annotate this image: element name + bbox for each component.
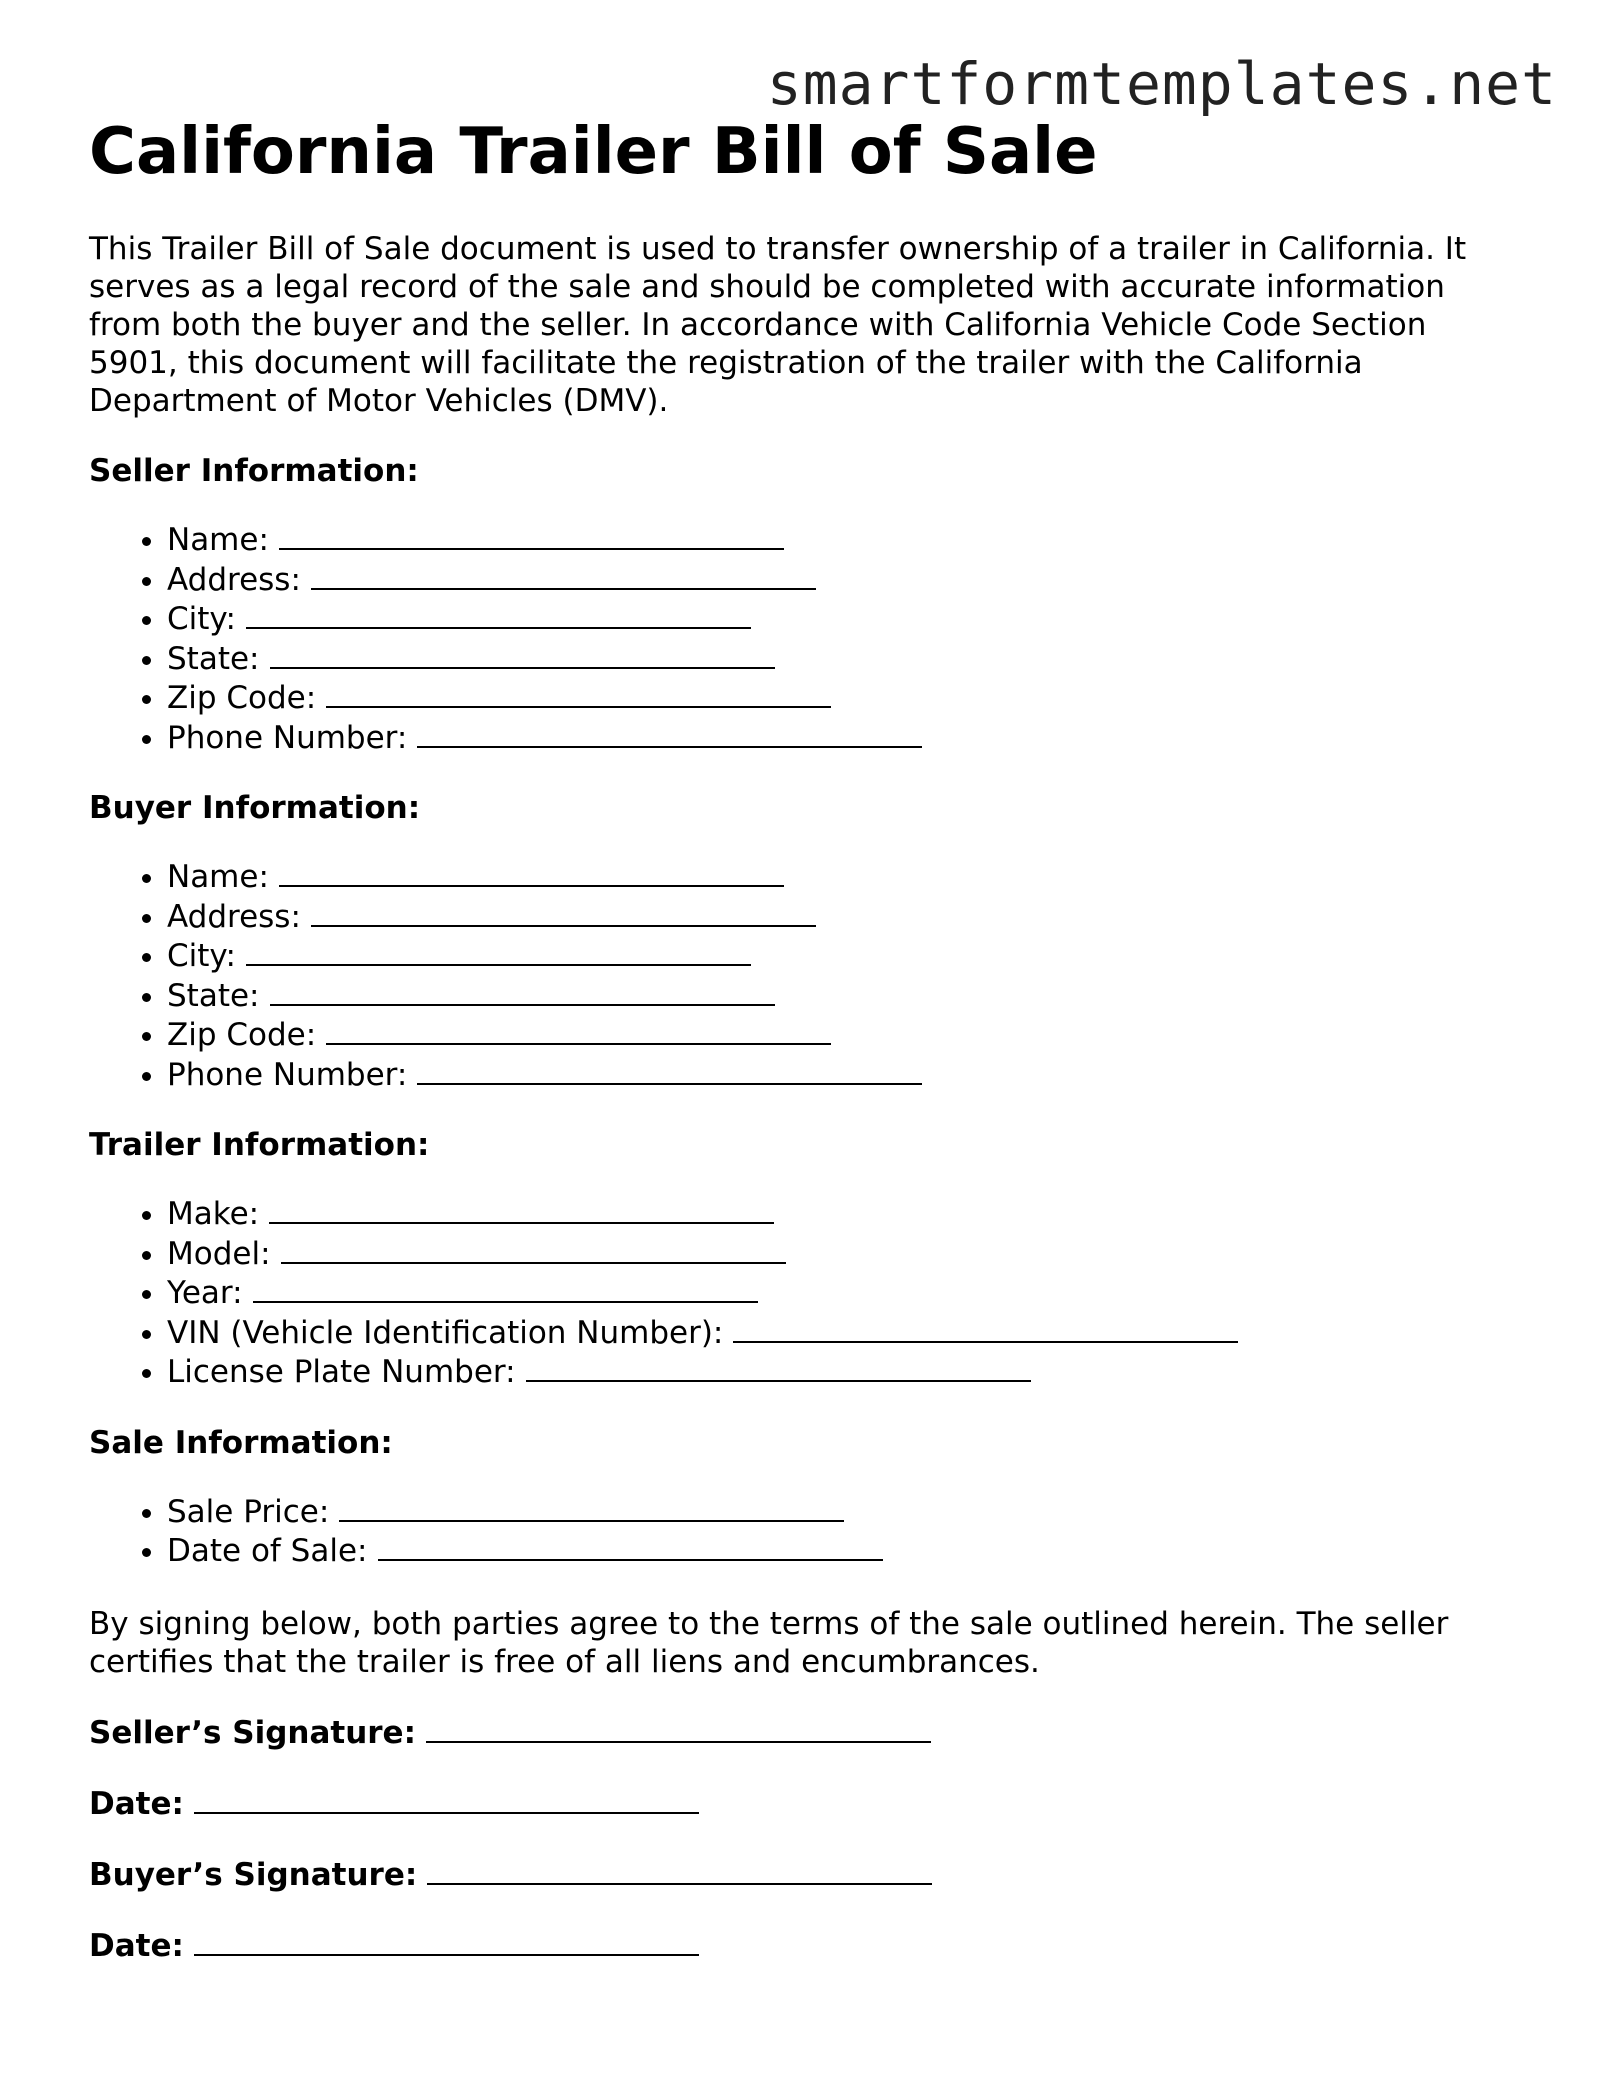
trailer-vin-blank[interactable]: [733, 1313, 1238, 1343]
seller-address-field: [167, 560, 1529, 600]
field-label: Phone Number:: [167, 719, 408, 756]
seller-date-line: [89, 1784, 1529, 1823]
agreement-statement: By signing below, both parties agree to the terms of the sale outlined herein. The seller certifies that the trailer is free of all liens and encumbrances.: [89, 1605, 1449, 1680]
buyer-section-heading: Buyer Information:: [89, 790, 421, 826]
buyer-name-blank[interactable]: [279, 857, 784, 887]
trailer-make-blank[interactable]: [269, 1194, 774, 1224]
intro-paragraph: This Trailer Bill of Sale document is used to transfer ownership of a trailer in California. It serves as a legal record of the sale and should be completed with accurate information from both the buyer and the seller. In accordance with California Vehicle Code Section 5901, this document will facilitate the registration of the trailer with the California Department of Motor Vehicles (DMV).: [89, 231, 1467, 419]
document-body: [89, 112, 1529, 1965]
field-label: Name:: [167, 859, 269, 895]
trailer-section-heading: Trailer Information:: [89, 1127, 430, 1163]
sale-price-field: [167, 1492, 1529, 1532]
field-label: License Plate Number:: [167, 1354, 516, 1390]
seller-zip-blank[interactable]: [326, 678, 831, 708]
signature-label: Buyer’s Signature:: [89, 1856, 418, 1893]
seller-zip-field: [167, 678, 1529, 718]
seller-phone-blank[interactable]: [417, 718, 922, 748]
buyer-city-field: [167, 936, 1529, 976]
field-label: Zip Code:: [167, 1017, 317, 1053]
buyer-phone-field: [167, 1055, 1529, 1095]
seller-signature-blank[interactable]: [426, 1713, 931, 1743]
signature-label: Date:: [89, 1927, 184, 1964]
sale-date-blank[interactable]: [378, 1531, 883, 1561]
field-label: Model:: [167, 1235, 271, 1272]
seller-date-blank[interactable]: [194, 1784, 699, 1814]
trailer-model-blank[interactable]: [281, 1234, 786, 1264]
trailer-plate-blank[interactable]: [526, 1352, 1031, 1382]
trailer-field-list: [89, 1194, 1529, 1392]
buyer-address-blank[interactable]: [311, 897, 816, 927]
sale-field-list: [89, 1492, 1529, 1571]
seller-address-blank[interactable]: [311, 560, 816, 590]
trailer-year-field: [167, 1273, 1529, 1313]
field-label: Phone Number:: [167, 1056, 408, 1093]
seller-state-field: [167, 639, 1529, 679]
buyer-field-list: [89, 857, 1529, 1094]
field-label: Address:: [167, 898, 301, 935]
field-label: State:: [167, 640, 260, 677]
buyer-signature-line: [89, 1855, 1529, 1894]
seller-field-list: [89, 520, 1529, 757]
buyer-state-blank[interactable]: [270, 976, 775, 1006]
field-label: State:: [167, 977, 260, 1014]
signature-label: Seller’s Signature:: [89, 1714, 416, 1751]
buyer-name-field: [167, 857, 1529, 897]
trailer-vin-field: [167, 1313, 1529, 1353]
seller-city-blank[interactable]: [246, 599, 751, 629]
buyer-zip-blank[interactable]: [326, 1015, 831, 1045]
document-title: California Trailer Bill of Sale: [89, 115, 1098, 189]
buyer-date-blank[interactable]: [194, 1926, 699, 1956]
seller-signature-line: [89, 1713, 1529, 1752]
buyer-date-line: [89, 1926, 1529, 1965]
field-label: Sale Price:: [167, 1493, 330, 1530]
seller-section-heading: Seller Information:: [89, 453, 419, 489]
buyer-signature-blank[interactable]: [427, 1855, 932, 1885]
buyer-zip-field: [167, 1015, 1529, 1055]
seller-name-blank[interactable]: [279, 520, 784, 550]
field-label: City:: [167, 601, 236, 637]
field-label: Year:: [167, 1275, 243, 1311]
buyer-address-field: [167, 897, 1529, 937]
sale-section-heading: Sale Information:: [89, 1424, 393, 1461]
buyer-city-blank[interactable]: [246, 936, 751, 966]
field-label: Make:: [167, 1196, 260, 1232]
watermark: smartformtemplates.net: [766, 50, 1557, 118]
field-label: City:: [167, 938, 236, 974]
seller-name-field: [167, 520, 1529, 560]
field-label: Date of Sale:: [167, 1533, 368, 1569]
buyer-phone-blank[interactable]: [417, 1055, 922, 1085]
buyer-state-field: [167, 976, 1529, 1016]
seller-state-blank[interactable]: [270, 639, 775, 669]
trailer-plate-field: [167, 1352, 1529, 1392]
field-label: Address:: [167, 561, 301, 598]
trailer-make-field: [167, 1194, 1529, 1234]
seller-phone-field: [167, 718, 1529, 758]
trailer-model-field: [167, 1234, 1529, 1274]
trailer-year-blank[interactable]: [253, 1273, 758, 1303]
seller-city-field: [167, 599, 1529, 639]
sale-price-blank[interactable]: [339, 1492, 844, 1522]
field-label: VIN (Vehicle Identification Number):: [167, 1314, 724, 1351]
field-label: Zip Code:: [167, 680, 317, 716]
field-label: Name:: [167, 522, 269, 558]
sale-date-field: [167, 1531, 1529, 1571]
signature-label: Date:: [89, 1785, 184, 1822]
